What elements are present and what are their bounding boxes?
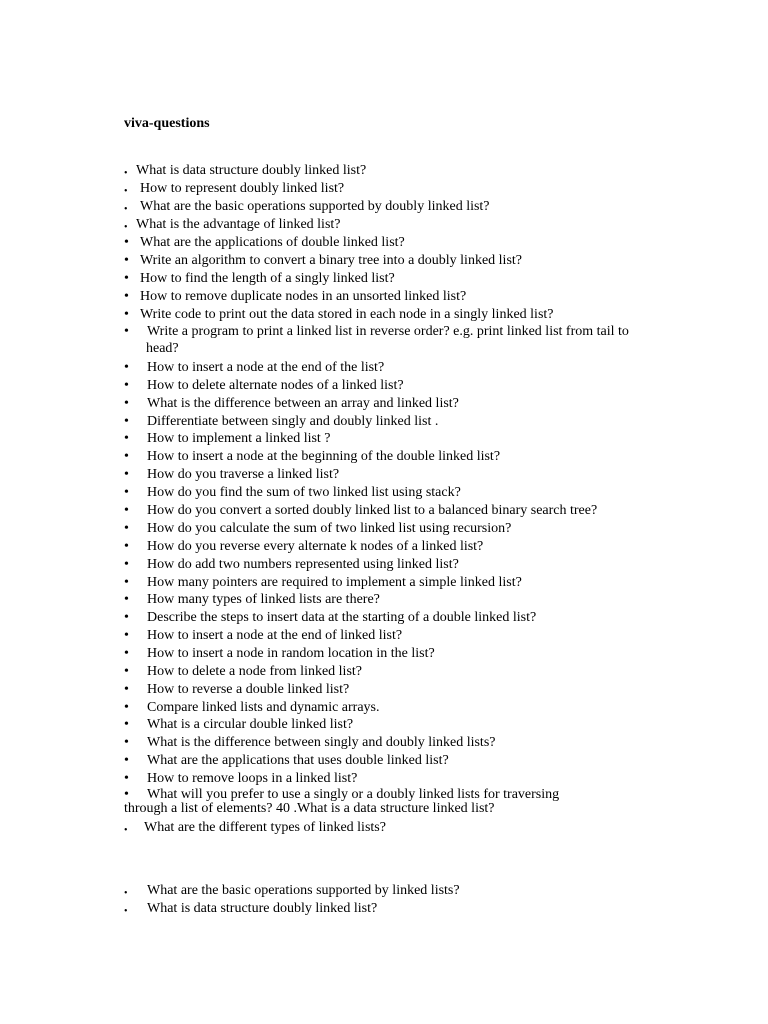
- bullet-icon: •: [124, 753, 129, 768]
- list-item-text: Differentiate between singly and doubly linked list .: [147, 414, 439, 429]
- list-item-text: How to delete alternate nodes of a linked list?: [147, 378, 404, 393]
- bullet-icon: •: [124, 700, 129, 715]
- document-title: viva-questions: [124, 116, 210, 131]
- list-item-text: Write a program to print a linked list in reverse order? e.g. print linked list from tail to: [147, 324, 629, 339]
- bullet-icon: •: [124, 735, 129, 750]
- list-item-text: How to insert a node at the beginning of the double linked list?: [147, 449, 501, 464]
- list-item-text: How to insert a node at the end of the list?: [147, 360, 385, 375]
- bullet-icon: •: [124, 467, 129, 482]
- bullet-icon: •: [124, 222, 128, 233]
- list-item-text: How to reverse a double linked list?: [147, 682, 350, 697]
- bullet-icon: •: [124, 431, 129, 446]
- list-item-text: How to delete a node from linked list?: [147, 664, 362, 679]
- bullet-icon: •: [124, 557, 129, 572]
- list-item-text: What are the applications of double linked list?: [140, 235, 405, 250]
- bullet-icon: •: [124, 503, 129, 518]
- list-item-text: How do you reverse every alternate k nodes of a linked list?: [147, 539, 484, 554]
- list-item-text: What are the applications that uses double linked list?: [147, 753, 449, 768]
- bullet-icon: •: [124, 539, 129, 554]
- list-item-text: Compare linked lists and dynamic arrays.: [147, 700, 380, 715]
- bullet-icon: •: [124, 717, 129, 732]
- list-item-text: How to find the length of a singly linked list?: [140, 271, 395, 286]
- list-item-text: What is a circular double linked list?: [147, 717, 354, 732]
- list-item-text: How to represent doubly linked list?: [140, 181, 345, 196]
- bullet-icon: •: [124, 289, 129, 304]
- bullet-icon: •: [124, 787, 129, 802]
- bullet-icon: •: [124, 521, 129, 536]
- list-item-text: What is the advantage of linked list?: [136, 217, 341, 232]
- bullet-icon: •: [124, 449, 129, 464]
- bullet-icon: •: [124, 610, 129, 625]
- list-item-text: What is the difference between an array and linked list?: [147, 396, 459, 411]
- bullet-icon: •: [124, 204, 128, 215]
- bullet-icon: •: [124, 253, 129, 268]
- list-item-text: What are the basic operations supported by linked lists?: [147, 883, 460, 898]
- bullet-icon: •: [124, 168, 128, 179]
- list-item-text: How to implement a linked list ?: [147, 431, 331, 446]
- list-item-text: How many types of linked lists are there?: [147, 592, 380, 607]
- bullet-icon: •: [124, 664, 129, 679]
- list-item-text: What are the different types of linked lists?: [144, 820, 386, 835]
- bullet-icon: •: [124, 906, 128, 917]
- list-item-text: How to insert a node in random location in the list?: [147, 646, 435, 661]
- bullet-icon: •: [124, 825, 128, 836]
- list-item-text: What will you prefer to use a singly or a doubly linked lists for traversing: [147, 787, 560, 802]
- list-item-text: What is the difference between singly and doubly linked lists?: [147, 735, 496, 750]
- bullet-icon: •: [124, 307, 129, 322]
- list-item-text: Write an algorithm to convert a binary tree into a doubly linked list?: [140, 253, 522, 268]
- list-item-text: How do add two numbers represented using linked list?: [147, 557, 459, 572]
- list-item-text: How do you convert a sorted doubly linked list to a balanced binary search tree?: [147, 503, 598, 518]
- list-item-text: What is data structure doubly linked list?: [147, 901, 378, 916]
- list-item-text: How do you find the sum of two linked list using stack?: [147, 485, 461, 500]
- list-item-text: Write code to print out the data stored in each node in a singly linked list?: [140, 307, 554, 322]
- bullet-icon: •: [124, 485, 129, 500]
- bullet-icon: •: [124, 592, 129, 607]
- bullet-icon: •: [124, 235, 129, 250]
- bullet-icon: •: [124, 646, 129, 661]
- list-item-text: What is data structure doubly linked list?: [136, 163, 367, 178]
- continuation-text: head?: [146, 341, 179, 356]
- bullet-icon: •: [124, 771, 129, 786]
- bullet-icon: •: [124, 888, 128, 899]
- bullet-icon: •: [124, 396, 129, 411]
- list-item-text: What are the basic operations supported by doubly linked list?: [140, 199, 490, 214]
- bullet-icon: •: [124, 378, 129, 393]
- bullet-icon: •: [124, 271, 129, 286]
- list-item-text: How to insert a node at the end of linked list?: [147, 628, 403, 643]
- list-item-text: How many pointers are required to implement a simple linked list?: [147, 575, 522, 590]
- bullet-icon: •: [124, 324, 129, 339]
- bullet-icon: •: [124, 414, 129, 429]
- list-item-text: Describe the steps to insert data at the starting of a double linked list?: [147, 610, 537, 625]
- bullet-icon: •: [124, 575, 129, 590]
- list-item-text: How do you calculate the sum of two linked list using recursion?: [147, 521, 512, 536]
- bullet-icon: •: [124, 628, 129, 643]
- bullet-icon: •: [124, 360, 129, 375]
- list-item-text: How to remove duplicate nodes in an unsorted linked list?: [140, 289, 467, 304]
- list-item-text: How to remove loops in a linked list?: [147, 771, 358, 786]
- continuation-text: through a list of elements? 40 .What is a data structure linked list?: [124, 801, 495, 816]
- bullet-icon: •: [124, 186, 128, 197]
- bullet-icon: •: [124, 682, 129, 697]
- list-item-text: How do you traverse a linked list?: [147, 467, 340, 482]
